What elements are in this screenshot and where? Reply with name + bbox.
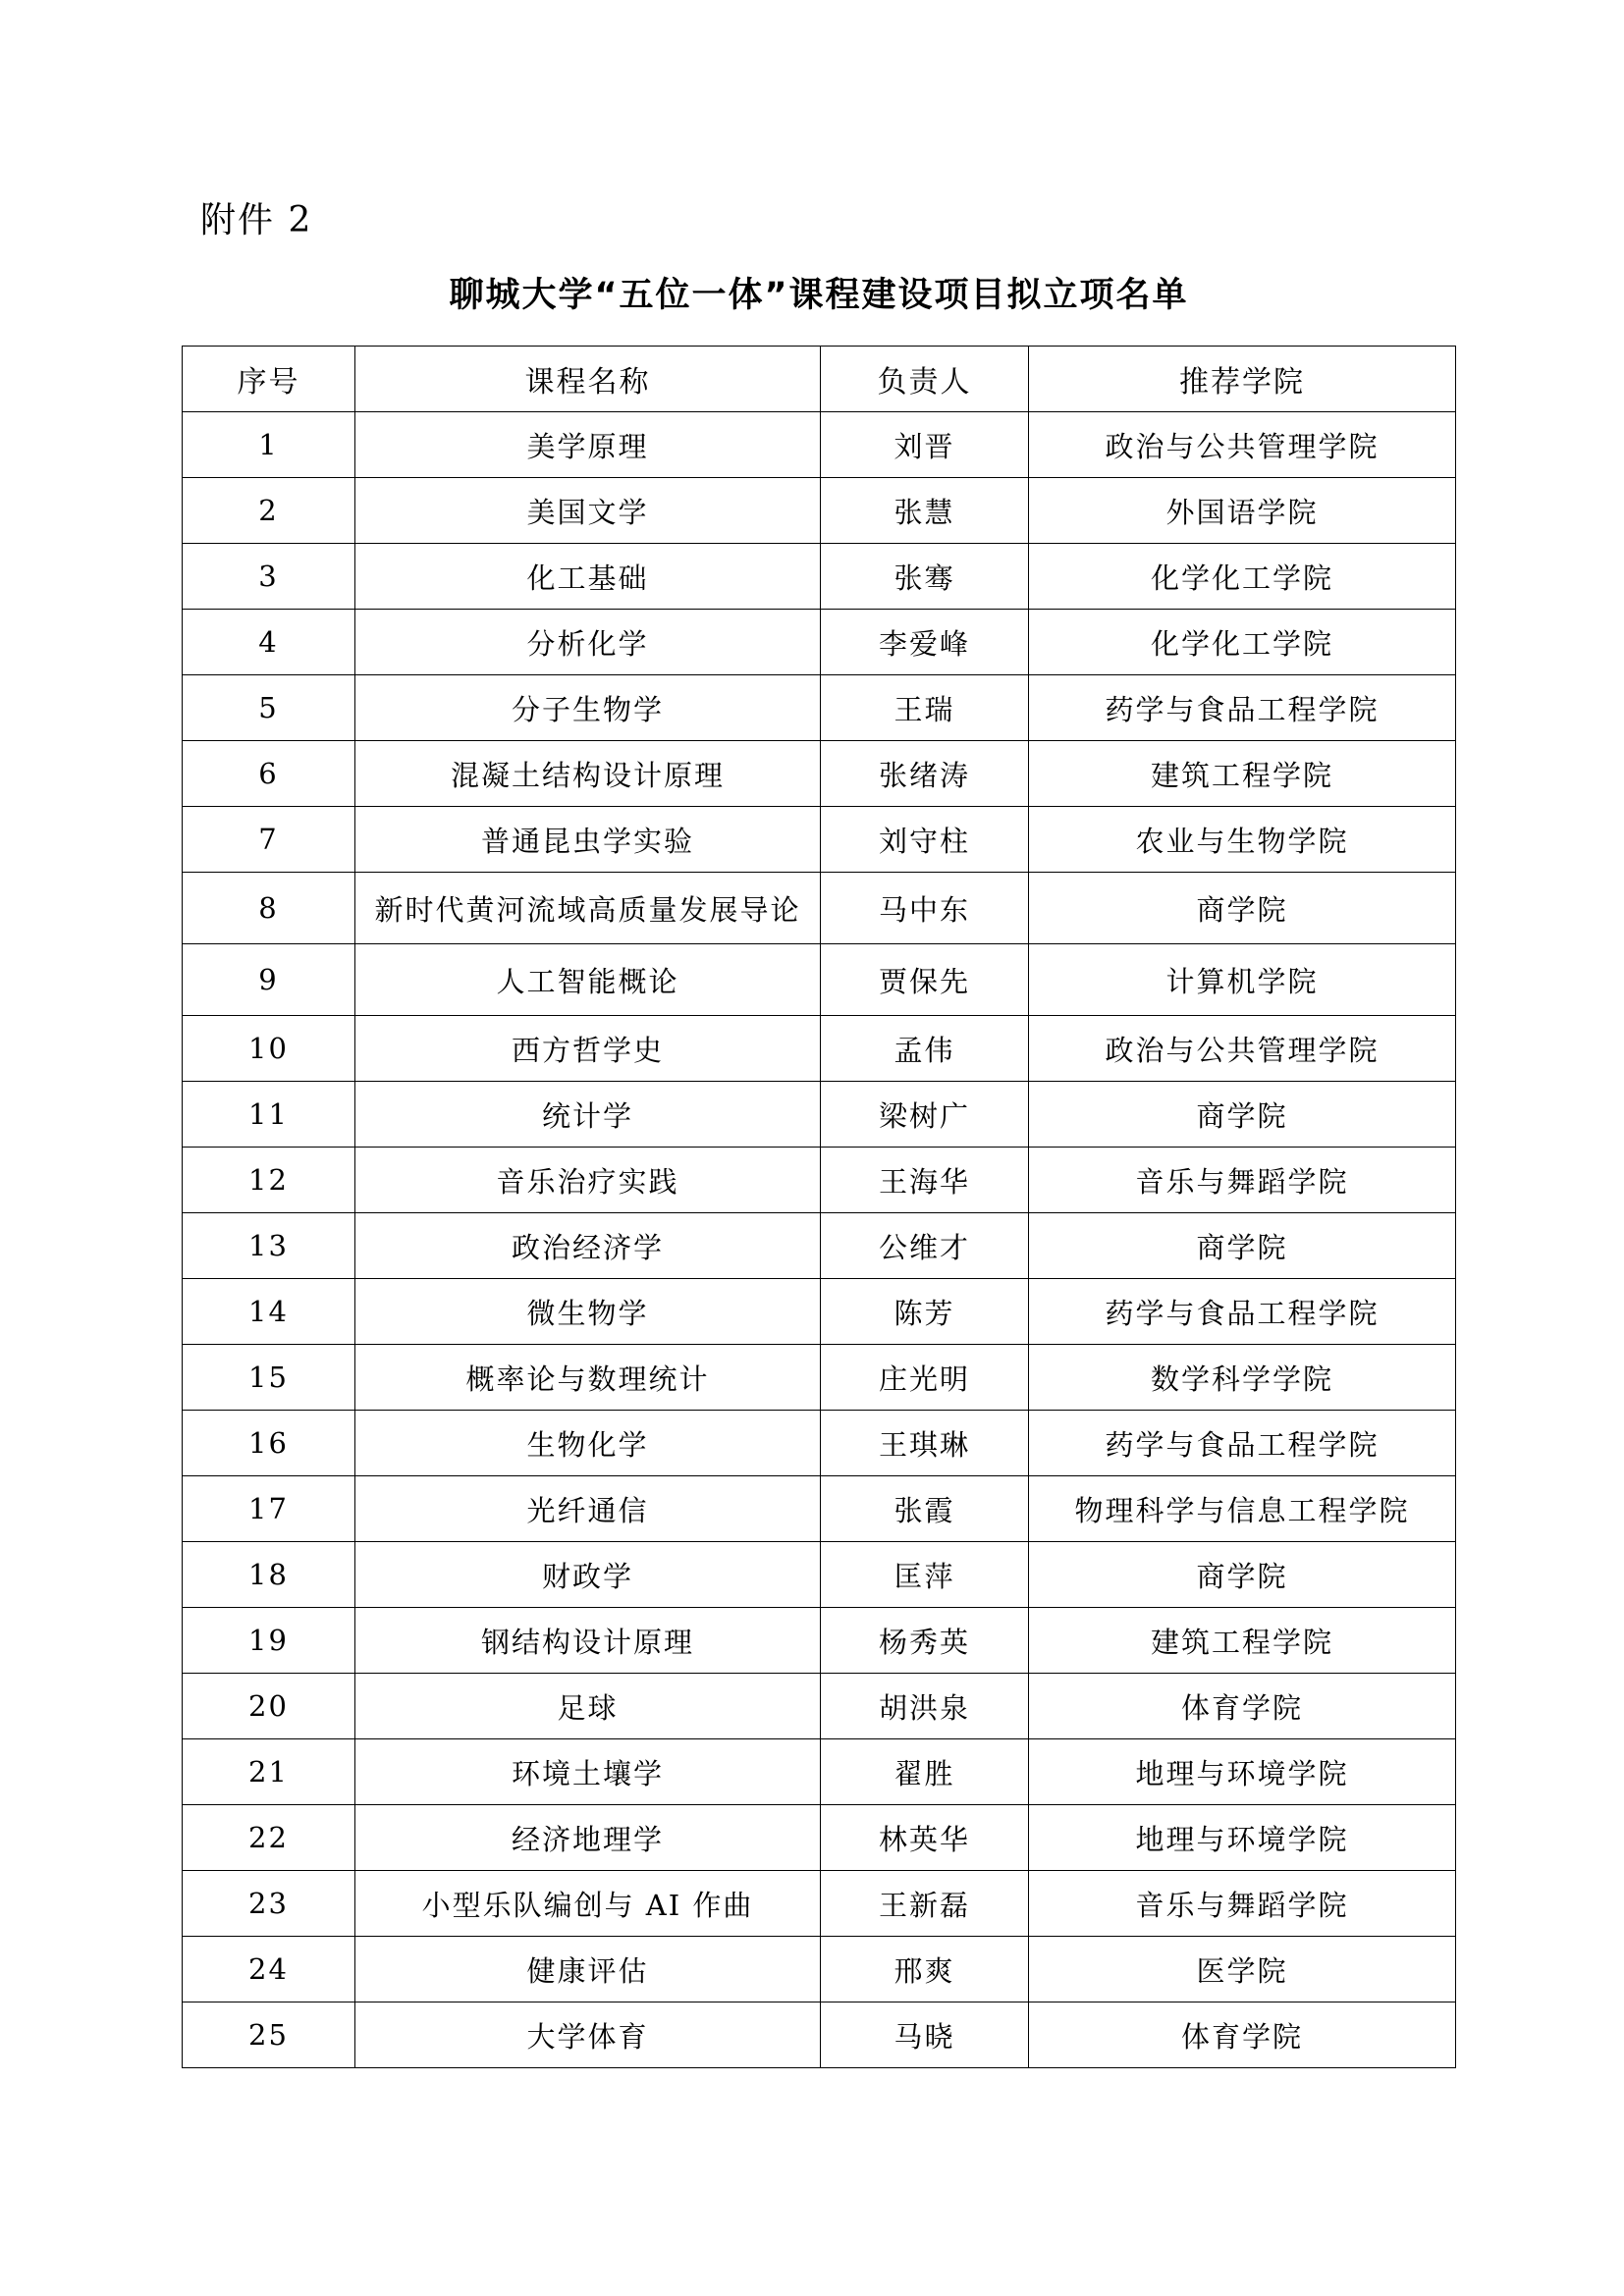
table-body: [183, 412, 1456, 2068]
cell-course-name: 混凝土结构设计原理: [355, 741, 821, 807]
cell-college: 药学与食品工程学院: [1029, 675, 1456, 741]
table-row: [183, 1476, 1456, 1542]
cell-college: 商学院: [1029, 1082, 1456, 1148]
table-row: [183, 1082, 1456, 1148]
cell-college: 外国语学院: [1029, 478, 1456, 544]
table-row: [183, 741, 1456, 807]
table-row: [183, 807, 1456, 873]
header-course-name: 课程名称: [355, 347, 821, 412]
table-row: [183, 478, 1456, 544]
cell-index: 14: [183, 1279, 355, 1345]
cell-college: 化学化工学院: [1029, 610, 1456, 675]
cell-index: 11: [183, 1082, 355, 1148]
cell-course-name: 足球: [355, 1674, 821, 1739]
cell-owner: 王海华: [821, 1148, 1029, 1213]
table-row: [183, 1805, 1456, 1871]
table-header-row: [183, 347, 1456, 412]
cell-owner: 林英华: [821, 1805, 1029, 1871]
cell-owner: 公维才: [821, 1213, 1029, 1279]
cell-course-name: 概率论与数理统计: [355, 1345, 821, 1411]
cell-index: 10: [183, 1016, 355, 1082]
table-row: [183, 675, 1456, 741]
table-row: [183, 412, 1456, 478]
cell-owner: 张绪涛: [821, 741, 1029, 807]
table-row: [183, 1279, 1456, 1345]
cell-index: 7: [183, 807, 355, 873]
cell-college: 地理与环境学院: [1029, 1805, 1456, 1871]
table-row: [183, 1937, 1456, 2002]
cell-course-name: 环境土壤学: [355, 1739, 821, 1805]
cell-college: 建筑工程学院: [1029, 1608, 1456, 1674]
cell-course-name: 生物化学: [355, 1411, 821, 1476]
table-row: [183, 1411, 1456, 1476]
cell-college: 地理与环境学院: [1029, 1739, 1456, 1805]
table-row: [183, 1739, 1456, 1805]
cell-college: 音乐与舞蹈学院: [1029, 1871, 1456, 1937]
cell-index: 18: [183, 1542, 355, 1608]
table-row: [183, 1345, 1456, 1411]
cell-course-name: 分析化学: [355, 610, 821, 675]
cell-course-name: 分子生物学: [355, 675, 821, 741]
cell-index: 3: [183, 544, 355, 610]
attachment-label: 附件 2: [200, 200, 313, 240]
cell-course-name: 微生物学: [355, 1279, 821, 1345]
cell-owner: 胡洪泉: [821, 1674, 1029, 1739]
cell-college: 物理科学与信息工程学院: [1029, 1476, 1456, 1542]
cell-course-name: 健康评估: [355, 1937, 821, 2002]
document-title: 聊城大学“五位一体”课程建设项目拟立项名单: [449, 276, 1189, 315]
cell-course-name: 美学原理: [355, 412, 821, 478]
cell-index: 12: [183, 1148, 355, 1213]
cell-course-name: 音乐治疗实践: [355, 1148, 821, 1213]
cell-owner: 李爱峰: [821, 610, 1029, 675]
cell-index: 23: [183, 1871, 355, 1937]
cell-course-name: 经济地理学: [355, 1805, 821, 1871]
header-index: 序号: [183, 347, 355, 412]
table-row: [183, 1542, 1456, 1608]
cell-index: 9: [183, 944, 355, 1016]
cell-owner: 庄光明: [821, 1345, 1029, 1411]
cell-college: 音乐与舞蹈学院: [1029, 1148, 1456, 1213]
cell-owner: 张霞: [821, 1476, 1029, 1542]
cell-course-name: 人工智能概论: [355, 944, 821, 1016]
cell-college: 医学院: [1029, 1937, 1456, 2002]
cell-index: 6: [183, 741, 355, 807]
cell-course-name: 新时代黄河流域高质量发展导论: [355, 873, 821, 944]
cell-college: 商学院: [1029, 1213, 1456, 1279]
cell-owner: 匡萍: [821, 1542, 1029, 1608]
cell-index: 2: [183, 478, 355, 544]
table-row: [183, 1148, 1456, 1213]
cell-owner: 张慧: [821, 478, 1029, 544]
cell-owner: 王新磊: [821, 1871, 1029, 1937]
cell-course-name: 政治经济学: [355, 1213, 821, 1279]
table-row: [183, 1608, 1456, 1674]
cell-index: 5: [183, 675, 355, 741]
cell-course-name: 化工基础: [355, 544, 821, 610]
table-row: [183, 944, 1456, 1016]
cell-owner: 刘守柱: [821, 807, 1029, 873]
cell-owner: 贾保先: [821, 944, 1029, 1016]
cell-owner: 王瑞: [821, 675, 1029, 741]
table-row: [183, 544, 1456, 610]
cell-college: 商学院: [1029, 873, 1456, 944]
cell-college: 商学院: [1029, 1542, 1456, 1608]
cell-index: 19: [183, 1608, 355, 1674]
cell-course-name: 财政学: [355, 1542, 821, 1608]
cell-college: 农业与生物学院: [1029, 807, 1456, 873]
cell-course-name: 美国文学: [355, 478, 821, 544]
table-row: [183, 1674, 1456, 1739]
cell-index: 1: [183, 412, 355, 478]
cell-index: 4: [183, 610, 355, 675]
cell-index: 15: [183, 1345, 355, 1411]
cell-index: 16: [183, 1411, 355, 1476]
cell-owner: 马晓: [821, 2002, 1029, 2068]
cell-owner: 翟胜: [821, 1739, 1029, 1805]
table-row: [183, 873, 1456, 944]
cell-owner: 陈芳: [821, 1279, 1029, 1345]
header-owner: 负责人: [821, 347, 1029, 412]
cell-owner: 梁树广: [821, 1082, 1029, 1148]
cell-owner: 马中东: [821, 873, 1029, 944]
cell-college: 药学与食品工程学院: [1029, 1279, 1456, 1345]
cell-course-name: 小型乐队编创与 AI 作曲: [355, 1871, 821, 1937]
table-row: [183, 1213, 1456, 1279]
cell-owner: 刘晋: [821, 412, 1029, 478]
table-row: [183, 1871, 1456, 1937]
table-row: [183, 1016, 1456, 1082]
cell-owner: 邢爽: [821, 1937, 1029, 2002]
cell-college: 数学科学学院: [1029, 1345, 1456, 1411]
cell-college: 化学化工学院: [1029, 544, 1456, 610]
cell-index: 8: [183, 873, 355, 944]
cell-college: 计算机学院: [1029, 944, 1456, 1016]
table-row: [183, 2002, 1456, 2068]
cell-owner: 张骞: [821, 544, 1029, 610]
cell-course-name: 光纤通信: [355, 1476, 821, 1542]
cell-course-name: 统计学: [355, 1082, 821, 1148]
cell-index: 17: [183, 1476, 355, 1542]
cell-college: 政治与公共管理学院: [1029, 1016, 1456, 1082]
cell-course-name: 西方哲学史: [355, 1016, 821, 1082]
cell-owner: 王琪琳: [821, 1411, 1029, 1476]
table-row: [183, 610, 1456, 675]
cell-index: 24: [183, 1937, 355, 2002]
cell-index: 21: [183, 1739, 355, 1805]
cell-course-name: 钢结构设计原理: [355, 1608, 821, 1674]
cell-course-name: 普通昆虫学实验: [355, 807, 821, 873]
header-college: 推荐学院: [1029, 347, 1456, 412]
cell-index: 22: [183, 1805, 355, 1871]
cell-index: 25: [183, 2002, 355, 2068]
cell-index: 20: [183, 1674, 355, 1739]
cell-college: 建筑工程学院: [1029, 741, 1456, 807]
project-list-table: [182, 346, 1456, 2068]
cell-college: 体育学院: [1029, 2002, 1456, 2068]
cell-college: 政治与公共管理学院: [1029, 412, 1456, 478]
cell-index: 13: [183, 1213, 355, 1279]
cell-owner: 杨秀英: [821, 1608, 1029, 1674]
cell-college: 体育学院: [1029, 1674, 1456, 1739]
cell-owner: 孟伟: [821, 1016, 1029, 1082]
cell-course-name: 大学体育: [355, 2002, 821, 2068]
cell-college: 药学与食品工程学院: [1029, 1411, 1456, 1476]
